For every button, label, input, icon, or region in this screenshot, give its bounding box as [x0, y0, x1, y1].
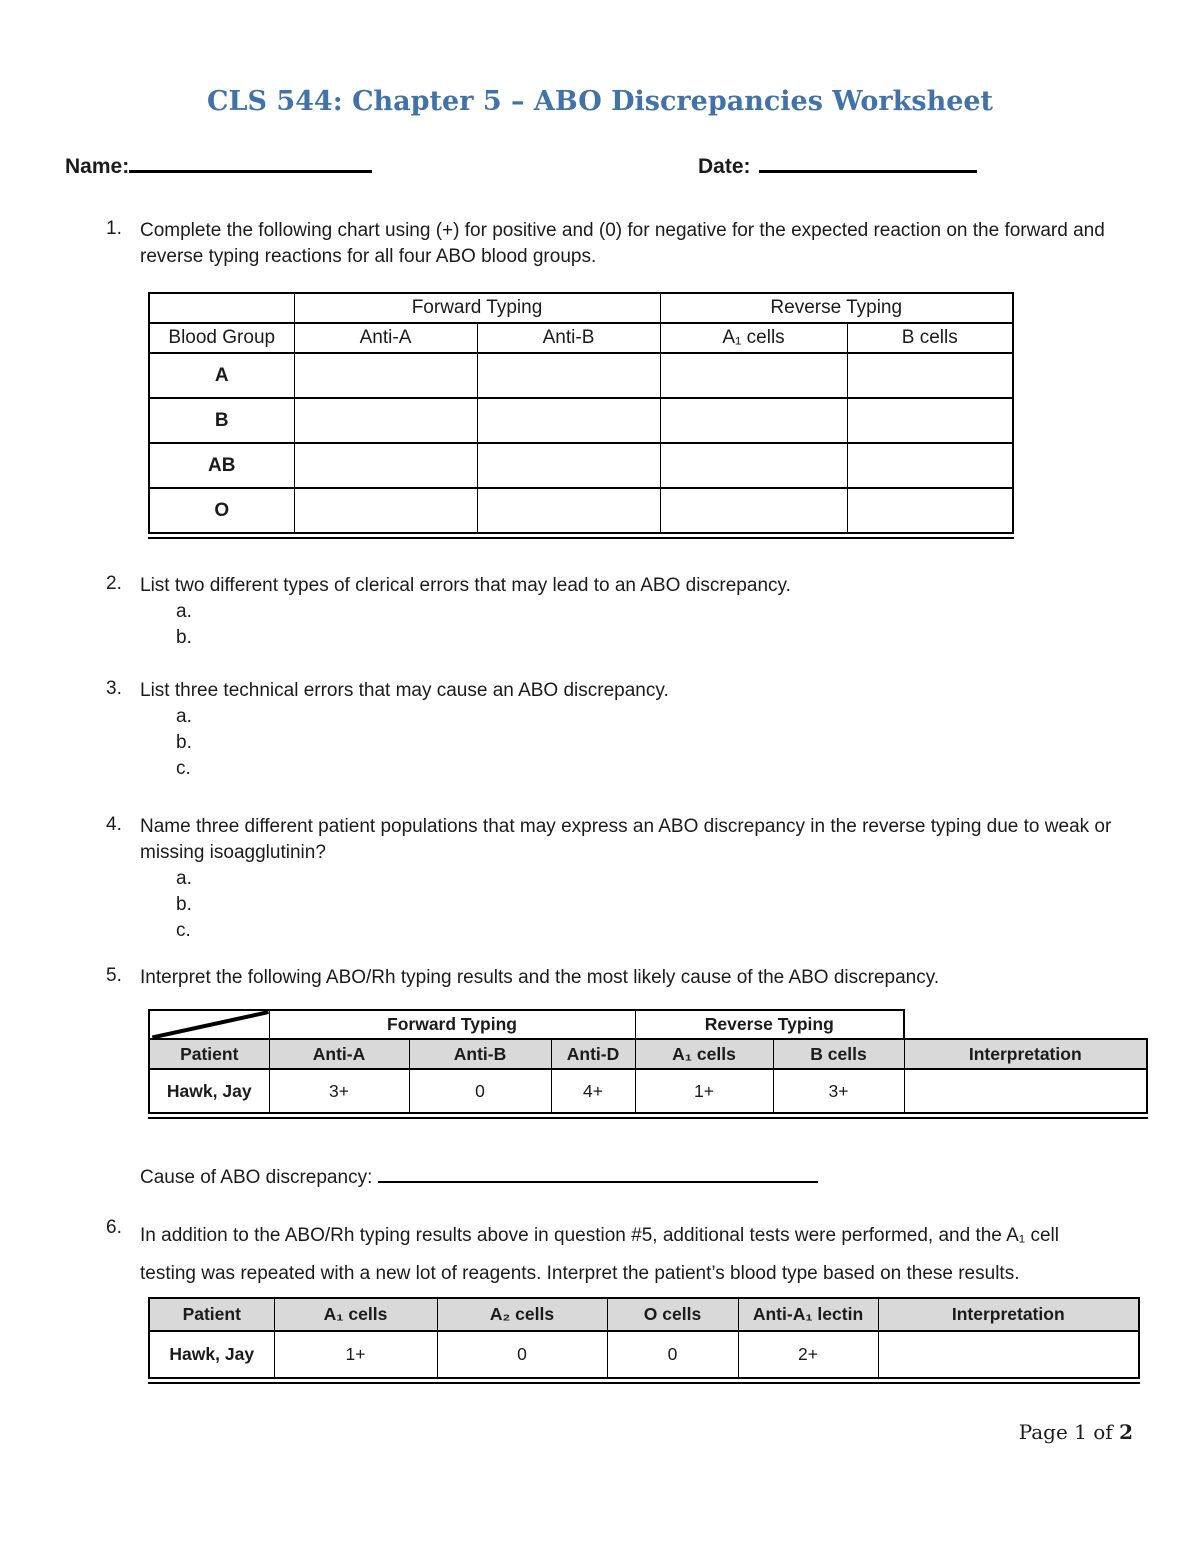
- patient-name: Hawk, Jay: [149, 1069, 269, 1113]
- expected-reactions-table-wrap: [148, 292, 1014, 539]
- blood-group-label: AB: [149, 443, 294, 488]
- column-header-anti-d: Anti-D: [551, 1039, 635, 1069]
- interpretation-cell[interactable]: [904, 1069, 1147, 1113]
- name-field-group: [65, 151, 372, 179]
- answer-cell[interactable]: [847, 398, 1013, 443]
- question-3-items: [140, 704, 1120, 782]
- question-1-number: 1.: [106, 218, 122, 239]
- column-header-anti-a: Anti-A: [294, 323, 477, 353]
- question-2: [106, 573, 1120, 651]
- column-header-interpretation: Interpretation: [904, 1039, 1147, 1069]
- answer-cell[interactable]: [660, 353, 847, 398]
- column-header-a2-cells: A₂ cells: [437, 1298, 607, 1331]
- question-2-items: [140, 599, 1120, 651]
- name-blank-line[interactable]: [129, 151, 372, 173]
- answer-cell[interactable]: [477, 353, 660, 398]
- answer-cell[interactable]: [294, 488, 477, 533]
- answer-cell[interactable]: [847, 488, 1013, 533]
- b-cells-result: 3+: [773, 1069, 904, 1113]
- anti-a-result: 3+: [269, 1069, 409, 1113]
- patient-result-row: [149, 1069, 1147, 1113]
- answer-cell[interactable]: [294, 353, 477, 398]
- answer-cell[interactable]: [660, 443, 847, 488]
- question-5-number: 5.: [106, 965, 122, 986]
- forward-typing-header: Forward Typing: [294, 293, 660, 323]
- footer-page-label: Page 1 of: [1018, 1420, 1113, 1444]
- cause-label: Cause of ABO discrepancy:: [140, 1167, 373, 1188]
- cause-line: [140, 1163, 1200, 1191]
- question-4-number: 4.: [106, 814, 122, 835]
- blood-group-header: Blood Group: [149, 323, 294, 353]
- column-header-a1-cells: A₁ cells: [274, 1298, 437, 1331]
- question-6: [106, 1217, 1120, 1293]
- question-1-text: Complete the following chart using (+) for positive and (0) for negative for the expected reaction on the forward and reverse typing reactions for all four ABO blood groups.: [140, 220, 1105, 267]
- interpretation-cell[interactable]: [878, 1331, 1139, 1378]
- name-date-row: [0, 151, 1200, 181]
- table-row-group-o: [149, 488, 1013, 533]
- date-field-group: [698, 151, 977, 179]
- forward-typing-header: Forward Typing: [269, 1010, 635, 1039]
- question-2-text: [140, 573, 1120, 651]
- footer-page-total: 2: [1119, 1420, 1133, 1444]
- question-3-prompt: List three technical errors that may cause an ABO discrepancy.: [140, 680, 669, 701]
- additional-tests-table-wrap: [148, 1297, 1140, 1384]
- date-label: Date:: [698, 155, 751, 178]
- question-2-number: 2.: [106, 573, 122, 594]
- column-header-b-cells: B cells: [847, 323, 1013, 353]
- column-header-anti-b: Anti-B: [477, 323, 660, 353]
- answer-cell[interactable]: [294, 398, 477, 443]
- table-row-group-b: [149, 398, 1013, 443]
- question-5-text: Interpret the following ABO/Rh typing results and the most likely cause of the ABO discrepancy.: [140, 967, 940, 988]
- page-footer: [1019, 1420, 1133, 1444]
- answer-cell[interactable]: [477, 488, 660, 533]
- typing-results-table-wrap: [148, 1009, 1148, 1119]
- anti-b-result: 0: [409, 1069, 551, 1113]
- answer-cell[interactable]: [477, 443, 660, 488]
- header-spacer-cell: [904, 1010, 1147, 1039]
- column-header-anti-a1-lectin: Anti-A₁ lectin: [738, 1298, 878, 1331]
- anti-d-result: 4+: [551, 1069, 635, 1113]
- patient-result-row: [149, 1331, 1139, 1378]
- a1-cells-result: 1+: [274, 1331, 437, 1378]
- answer-cell[interactable]: [660, 398, 847, 443]
- patient-name: Hawk, Jay: [149, 1331, 274, 1378]
- name-label: Name:: [65, 155, 130, 178]
- column-header-b-cells: B cells: [773, 1039, 904, 1069]
- additional-tests-table: [148, 1297, 1140, 1379]
- column-header-interpretation: Interpretation: [878, 1298, 1139, 1331]
- table-row-group-ab: [149, 443, 1013, 488]
- answer-line-c[interactable]: c.: [176, 920, 191, 941]
- question-4-text: [140, 814, 1120, 944]
- answer-cell[interactable]: [847, 443, 1013, 488]
- cause-blank-line[interactable]: [378, 1163, 818, 1183]
- column-header-patient: Patient: [149, 1039, 269, 1069]
- question-2-prompt: List two different types of clerical errors that may lead to an ABO discrepancy.: [140, 575, 791, 596]
- answer-line-b[interactable]: b.: [176, 894, 192, 915]
- column-header-o-cells: O cells: [607, 1298, 738, 1331]
- expected-reactions-table: [148, 292, 1014, 534]
- question-5: [106, 965, 1120, 991]
- question-3: [106, 678, 1120, 782]
- answer-cell[interactable]: [294, 443, 477, 488]
- question-4-items: [140, 866, 1120, 944]
- answer-cell[interactable]: [477, 398, 660, 443]
- answer-line-b[interactable]: b.: [176, 627, 192, 648]
- question-1: [106, 218, 1120, 270]
- column-header-patient: Patient: [149, 1298, 274, 1331]
- question-6-text: In addition to the ABO/Rh typing results above in question #5, additional tests were performed, and the A₁ cell testing was repeated with a new lot of reagents. Interpret the patient’s blood type based on these results.: [140, 1225, 1059, 1284]
- reverse-typing-header: Reverse Typing: [660, 293, 1013, 323]
- table-column-header-row: [149, 1039, 1147, 1069]
- typing-results-table: [148, 1009, 1148, 1114]
- answer-cell[interactable]: [847, 353, 1013, 398]
- answer-line-b[interactable]: b.: [176, 732, 192, 753]
- answer-line-c[interactable]: c.: [176, 758, 191, 779]
- page-title: CLS 544: Chapter 5 – ABO Discrepancies Worksheet: [206, 86, 994, 117]
- column-header-anti-b: Anti-B: [409, 1039, 551, 1069]
- reverse-typing-header: Reverse Typing: [635, 1010, 904, 1039]
- question-4: [106, 814, 1120, 944]
- table-column-header-row: [149, 1298, 1139, 1331]
- diagonal-corner-cell: [149, 1010, 269, 1039]
- a1-cells-result: 1+: [635, 1069, 773, 1113]
- answer-cell[interactable]: [660, 488, 847, 533]
- blood-group-label: O: [149, 488, 294, 533]
- date-blank-line[interactable]: [759, 151, 977, 173]
- question-3-number: 3.: [106, 678, 122, 699]
- table-row-group-a: [149, 353, 1013, 398]
- question-4-prompt: Name three different patient populations that may express an ABO discrepancy in the reverse typing due to weak or missing isoagglutinin?: [140, 816, 1112, 863]
- answer-line-a[interactable]: a.: [176, 601, 192, 622]
- a2-cells-result: 0: [437, 1331, 607, 1378]
- diagonal-line: [150, 1011, 269, 1038]
- table-group-header-row: [149, 293, 1013, 323]
- answer-line-a[interactable]: a.: [176, 706, 192, 727]
- question-3-text: [140, 678, 1120, 782]
- question-6-number: 6.: [106, 1217, 122, 1238]
- column-header-a1-cells: A₁ cells: [660, 323, 847, 353]
- column-header-a1-cells: A₁ cells: [635, 1039, 773, 1069]
- blood-group-label: A: [149, 353, 294, 398]
- table-column-header-row: [149, 323, 1013, 353]
- anti-a1-lectin-result: 2+: [738, 1331, 878, 1378]
- o-cells-result: 0: [607, 1331, 738, 1378]
- answer-line-a[interactable]: a.: [176, 868, 192, 889]
- corner-cell: [149, 293, 294, 323]
- blood-group-label: B: [149, 398, 294, 443]
- table-group-header-row: [149, 1010, 1147, 1039]
- column-header-anti-a: Anti-A: [269, 1039, 409, 1069]
